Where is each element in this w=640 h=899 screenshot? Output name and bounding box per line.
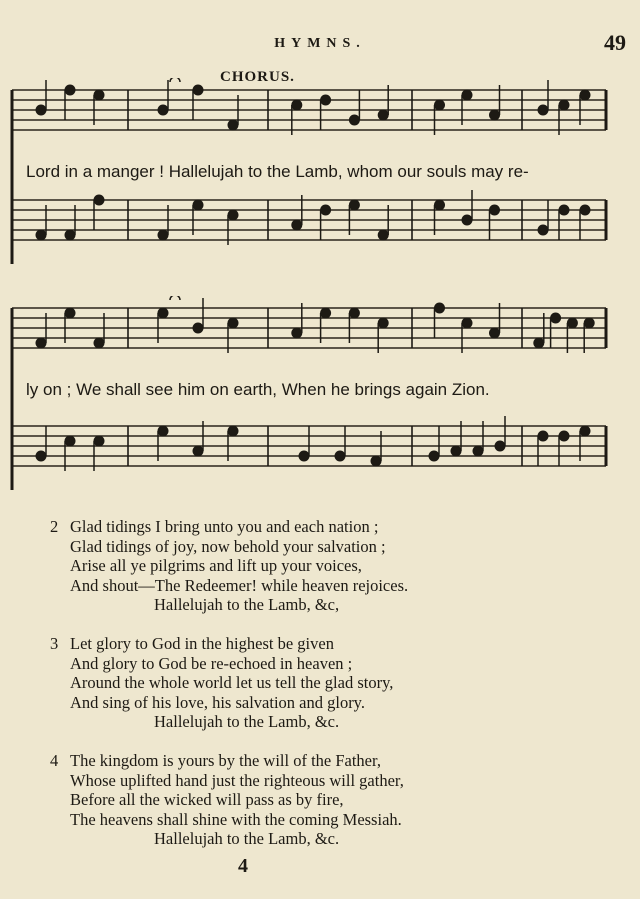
note-head bbox=[228, 210, 239, 221]
note-head bbox=[335, 451, 346, 462]
note-head bbox=[538, 225, 549, 236]
note-head bbox=[580, 90, 591, 101]
staff-upper-2 bbox=[12, 296, 606, 353]
note-head bbox=[291, 100, 302, 111]
stanza-line: Before all the wicked will pass as by fire, bbox=[70, 790, 344, 809]
note-head bbox=[349, 115, 360, 126]
stanza-refrain: Hallelujah to the Lamb, &c, bbox=[154, 595, 340, 614]
stanza-line: Let glory to God in the highest be given bbox=[70, 634, 334, 653]
note-head bbox=[371, 456, 382, 467]
stanza-number: 4 bbox=[50, 751, 59, 770]
note-head bbox=[36, 230, 47, 241]
note-head bbox=[434, 303, 445, 314]
stanza-number: 3 bbox=[50, 634, 59, 653]
note-head bbox=[158, 308, 169, 319]
note-head bbox=[158, 230, 169, 241]
stanza-line: Whose uplifted hand just the righteous will gather, bbox=[70, 770, 404, 790]
note-head bbox=[434, 100, 445, 111]
note-head bbox=[36, 451, 47, 462]
note-head bbox=[473, 446, 484, 457]
note-head bbox=[193, 323, 204, 334]
note-head bbox=[538, 105, 549, 116]
note-head bbox=[550, 313, 561, 324]
chorus-label: CHORUS. bbox=[220, 69, 295, 85]
note-head bbox=[228, 120, 239, 131]
note-head bbox=[158, 105, 169, 116]
note-head bbox=[94, 195, 105, 206]
fermata-icon bbox=[170, 296, 180, 300]
staff-upper-1 bbox=[12, 78, 606, 135]
stanza-3 bbox=[50, 634, 393, 732]
note-head bbox=[193, 446, 204, 457]
stanza-line: The kingdom is yours by the will of the Father, bbox=[70, 751, 381, 770]
note-head bbox=[94, 90, 105, 101]
lyrics-line-1: Lord in a manger ! Hallelujah to the Lamb, whom our souls may re- bbox=[26, 162, 529, 181]
stanza-line: The heavens shall shine with the coming Messiah. bbox=[70, 809, 402, 829]
note-head bbox=[193, 85, 204, 96]
note-head bbox=[434, 200, 445, 211]
note-head bbox=[559, 431, 570, 442]
note-head bbox=[36, 105, 47, 116]
note-head bbox=[559, 205, 570, 216]
note-head bbox=[559, 100, 570, 111]
note-head bbox=[489, 110, 500, 121]
stanza-line: And shout—The Redeemer! while heaven rejoices. bbox=[70, 575, 409, 595]
note-head bbox=[349, 200, 360, 211]
note-head bbox=[291, 220, 302, 231]
note-head bbox=[378, 110, 389, 121]
note-head bbox=[462, 90, 473, 101]
note-head bbox=[533, 338, 544, 349]
fermata-icon bbox=[170, 78, 180, 82]
stanza-2 bbox=[50, 517, 408, 615]
stanza-line: Glad tidings I bring unto you and each nation ; bbox=[70, 517, 379, 536]
note-head bbox=[65, 308, 76, 319]
staff-lower-2 bbox=[12, 416, 606, 471]
lyrics-line-2: ly on ; We shall see him on earth, When he brings again Zion. bbox=[26, 380, 490, 399]
note-head bbox=[94, 338, 105, 349]
stanza-line: And sing of his love, his salvation and glory. bbox=[70, 692, 365, 712]
stanza-refrain: Hallelujah to the Lamb, &c. bbox=[154, 829, 340, 848]
note-head bbox=[538, 431, 549, 442]
note-head bbox=[36, 338, 47, 349]
note-head bbox=[489, 205, 500, 216]
note-head bbox=[580, 426, 591, 437]
stanza-number: 2 bbox=[50, 517, 59, 536]
stanza-4 bbox=[50, 751, 404, 849]
note-head bbox=[228, 318, 239, 329]
note-head bbox=[65, 230, 76, 241]
note-head bbox=[94, 436, 105, 447]
note-head bbox=[429, 451, 440, 462]
note-head bbox=[349, 308, 360, 319]
note-head bbox=[320, 308, 331, 319]
signature-mark: 4 bbox=[238, 855, 248, 877]
stanza-line: Glad tidings of joy, now behold your salvation ; bbox=[70, 536, 386, 556]
note-head bbox=[462, 215, 473, 226]
note-head bbox=[193, 200, 204, 211]
note-head bbox=[584, 318, 595, 329]
stanza-refrain: Hallelujah to the Lamb, &c. bbox=[154, 712, 340, 731]
note-head bbox=[320, 205, 331, 216]
note-head bbox=[378, 230, 389, 241]
note-head bbox=[378, 318, 389, 329]
note-head bbox=[158, 426, 169, 437]
note-head bbox=[567, 318, 578, 329]
note-head bbox=[495, 441, 506, 452]
note-head bbox=[291, 328, 302, 339]
note-head bbox=[320, 95, 331, 106]
staff-lower-1 bbox=[12, 190, 606, 245]
note-head bbox=[451, 446, 462, 457]
running-header: HYMNS. bbox=[274, 36, 366, 51]
stanza-line: Around the whole world let us tell the glad story, bbox=[70, 673, 394, 692]
note-head bbox=[489, 328, 500, 339]
stanza-line: Arise all ye pilgrims and lift up your voices, bbox=[70, 556, 362, 575]
stanza-line: And glory to God be re-echoed in heaven ; bbox=[70, 653, 353, 673]
page-number: 49 bbox=[604, 30, 626, 55]
note-head bbox=[299, 451, 310, 462]
note-head bbox=[462, 318, 473, 329]
note-head bbox=[65, 85, 76, 96]
note-head bbox=[580, 205, 591, 216]
note-head bbox=[228, 426, 239, 437]
note-head bbox=[65, 436, 76, 447]
